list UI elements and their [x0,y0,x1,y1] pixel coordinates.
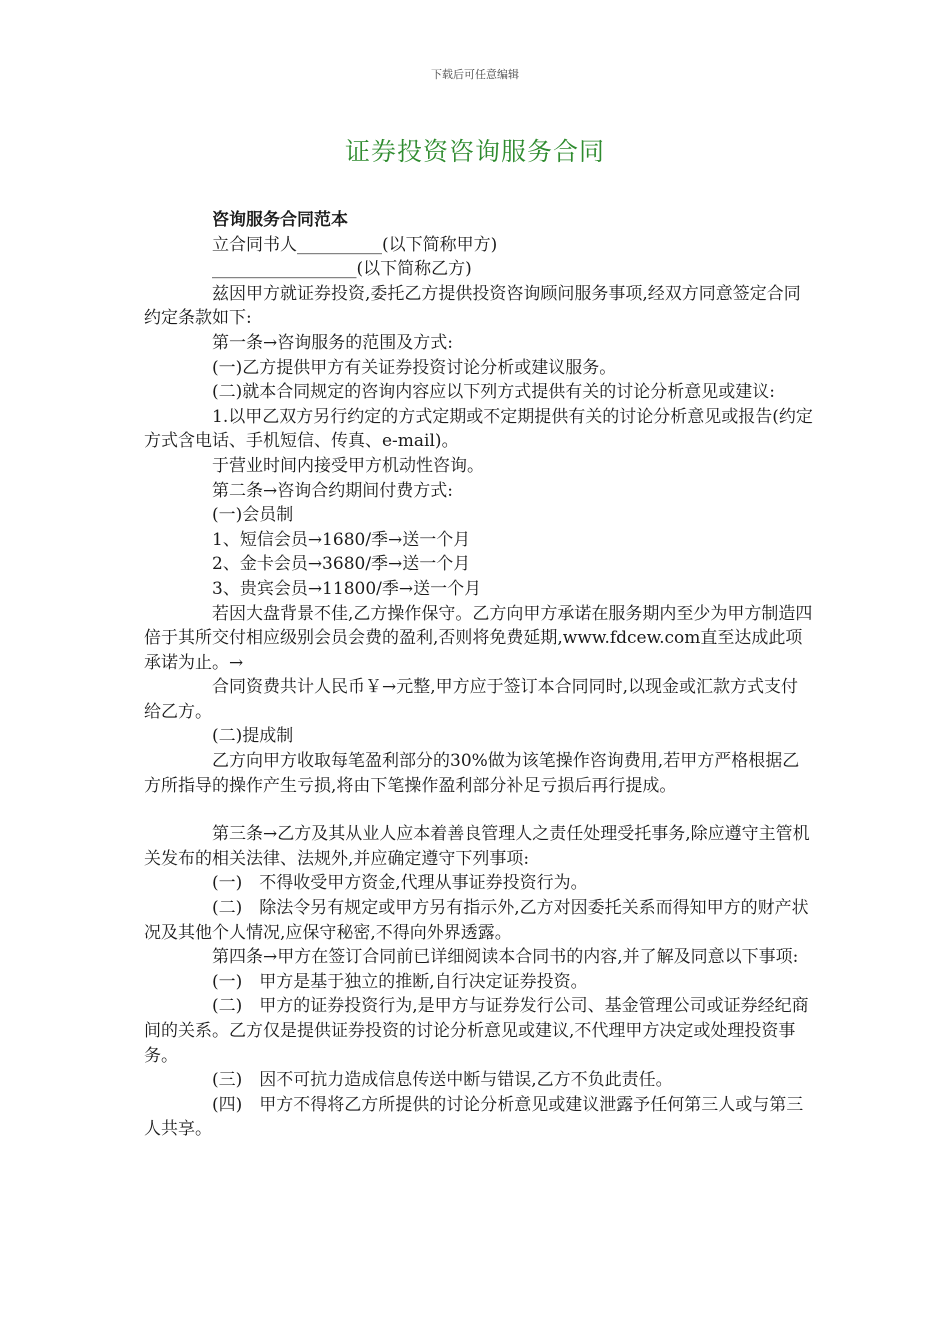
paragraph: 立合同书人__________(以下简称甲方) [212,234,498,255]
paragraph: 兹因甲方就证券投资,委托乙方提供投资咨询顾问服务事项,经双方同意签定合同约定条款如下: [144,283,801,329]
paragraph: 于营业时间内接受甲方机动性咨询。 [212,455,484,476]
paragraph: 1.以甲乙双方另行约定的方式定期或不定期提供有关的讨论分析意见或报告(约定方式含电话、手机短信、传真、e-mail)。 [144,406,813,452]
paragraph: 1、短信会员→1680/季→送一个月 [212,529,471,550]
paragraph: (一)会员制 [212,505,294,526]
document-body [144,208,814,1142]
header-note: 下载后可任意编辑 [431,68,519,81]
paragraph: 第二条→咨询合约期间付费方式: [212,480,453,501]
paragraph: 第三条→乙方及其从业人应本着善良管理人之责任处理受托事务,除应遵守主管机关发布的相关法律、法规外,并应确定遵守下列事项: [144,824,810,869]
paragraph: _________________(以下简称乙方) [212,259,472,280]
paragraph: 第一条→咨询服务的范围及方式: [212,332,453,353]
paragraph: 3、贵宾会员→11800/季→送一个月 [212,578,482,599]
paragraph: (一)乙方提供甲方有关证券投资讨论分析或建议服务。 [212,357,617,378]
paragraph: 乙方向甲方收取每笔盈利部分的30%做为该笔操作咨询费用,若甲方严格根据乙方所指导的操作产生亏损,将由下笔操作盈利部分补足亏损后再行提成。 [144,751,800,796]
paragraph: (四) 甲方不得将乙方所提供的讨论分析意见或建议泄露予任何第三人或与第三人共享。 [144,1094,804,1140]
paragraph: 2、金卡会员→3680/季→送一个月 [212,554,471,575]
paragraph-gap [144,798,814,822]
paragraph: 第四条→甲方在签订合同前已详细阅读本合同书的内容,并了解及同意以下事项: [212,947,799,968]
paragraph: (二)提成制 [212,726,294,747]
paragraph: (一) 甲方是基于独立的推断,自行决定证券投资。 [212,971,588,992]
paragraph: (二) 除法令另有规定或甲方另有指示外,乙方对因委托关系而得知甲方的财产状况及其他个人情况,应保守秘密,不得向外界透露。 [144,898,809,943]
paragraph: 合同资费共计人民币￥→元整,甲方应于签订本合同同时,以现金或汇款方式支付给乙方。 [144,677,799,722]
section-heading: 咨询服务合同范本 [212,210,348,230]
paragraph: (二) 甲方的证券投资行为,是甲方与证券发行公司、基金管理公司或证券经纪商间的关系。乙方仅是提供证券投资的讨论分析意见或建议,不代理甲方决定或处理投资事务。 [144,996,809,1066]
paragraph: (一) 不得收受甲方资金,代理从事证券投资行为。 [212,873,588,894]
paragraph: (三) 因不可抗力造成信息传送中断与错误,乙方不负此责任。 [212,1070,673,1091]
paragraph: 若因大盘背景不佳,乙方操作保守。乙方向甲方承诺在服务期内至少为甲方制造四倍于其所交付相应级别会员会费的盈利,否则将免费延期,www.fdcew.com直至达成此项承诺为止。→ [144,603,813,673]
paragraph: (二)就本合同规定的咨询内容应以下列方式提供有关的讨论分析意见或建议: [212,382,775,403]
document-title: 证券投资咨询服务合同 [344,137,605,166]
